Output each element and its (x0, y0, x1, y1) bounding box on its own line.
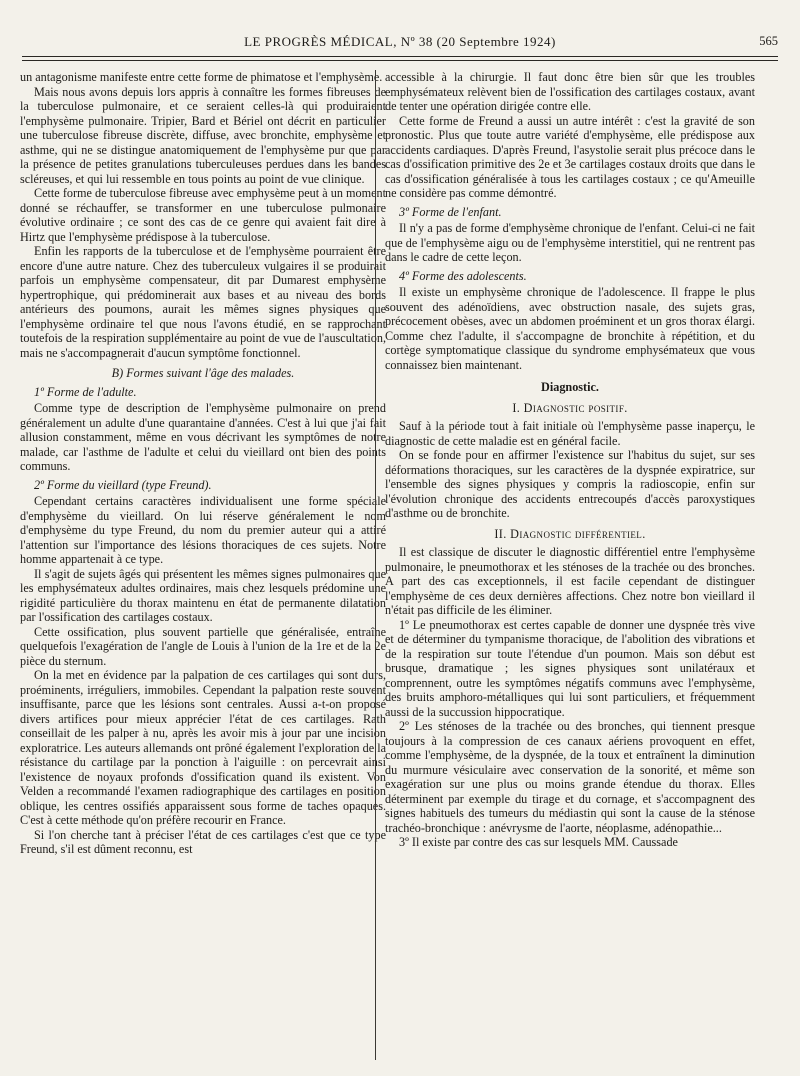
paragraph: 3º Il existe par contre des cas sur lesquels MM. Caussade (399, 835, 678, 849)
paragraph: 1º Le pneumothorax est certes capable de donner une dyspnée très vive et de déterminer du tympanisme thoracique, de l'abolition des vibrations et de la respiration sur toute l'étendue d'un poumon. Mais son début est brusque, dramatique ; les signes physiques sont unilatéraux et comprennent, outre les symptômes négatifs communs avec l'emphysème, des bruits amphoro-métalliques qui lui sont particuliers, et fréquemment aussi de la succussion hippocratique. (385, 617, 755, 719)
paragraph: Cependant certains caractères individualisent une forme spéciale d'emphysème du vieillard. On lui réserve généralement le nom d'emphysème du type Freund, du nom du premier auteur qui a attiré l'attention sur l'importance des lésions thoraciques de ces sujets. Notre homme appartenait à ce type. (20, 494, 386, 566)
paragraph: Il est classique de discuter le diagnostic différentiel entre l'emphysème pulmonaire, le pneumothorax et les sténoses de la trachée ou des bronches. A part des cas exceptionnels, il est facile cependant de distinguer l'emphysème de ces deux dernières affections. Chez notre bon vieillard il n'était pas difficile de les éliminer. (385, 545, 755, 617)
header-rule-bottom (22, 60, 778, 61)
subsection-heading: I. Diagnostic positif. (512, 400, 628, 415)
section-heading: Diagnostic. (541, 380, 599, 394)
subsection-heading: 2º Forme du vieillard (type Freund). (34, 477, 212, 492)
subsection-heading: 3º Forme de l'enfant. (399, 204, 502, 219)
subsection-heading: II. Diagnostic différentiel. (494, 526, 646, 541)
paragraph: Il existe un emphysème chronique de l'adolescence. Il frappe le plus souvent des adénoïdiens, avec obstruction nasale, des sujets gras, précocement obèses, avec un abdomen proéminent et un gros thorax élargi. Comme chez l'adulte, il s'accompagne de bronchite à répétition, et du cortège symptomatique classique du syndrome emphysémateux que vous connaissez bien maintenant. (385, 285, 755, 372)
paragraph: 2º Les sténoses de la trachée ou des bronches, qui tiennent presque toujours à la compression de ces canaux aériens provoquent en effet, comme l'emphysème, de la dyspnée, de la toux et entraînent la diminution du murmure vésiculaire avec conservation de la sonorité, et même son exagération sur une plus ou moins grande étendue du thorax. Elles déterminent par exemple du tirage et du cornage, et s'accompagnent des signes habituels des tumeurs du médiastin qui sont la cause de la sténose trachéo-bronchique : anévrysme de l'aorte, néoplasme, adénopathie... (385, 719, 755, 835)
left-column (20, 70, 386, 1060)
right-column (385, 70, 755, 1060)
paragraph: Sauf à la période tout à fait initiale où l'emphysème passe inaperçu, le diagnostic de cette maladie est en général facile. (385, 419, 755, 448)
section-heading: B) Formes suivant l'âge des malades. (111, 366, 295, 380)
page-number: 565 (759, 34, 778, 48)
paragraph: On la met en évidence par la palpation de ces cartilages qui sont durs, proéminents, irréguliers, immobiles. Cependant la palpation reste souvent insuffisante, parce que les lésions sont centrales. Aussi a-t-on proposé divers artifices pour mieux apprécier l'état de ces cartilages. Rath conseillait de les palper à nu, après les avoir mis à jour par une incision exploratrice. Les auteurs allemands ont prôné également l'exploration de la résistance du cartilage par la ponction à l'aiguille : on percevrait ainsi l'existence de noyaux profonds d'ossification quand ils existent. Von Velden a recommandé l'examen radiographique des cartilages en position oblique, les centres ossifiés apparaissent sous forme de taches opaques. C'est à cette méthode qu'on préfère recourir en France. (20, 668, 386, 827)
paragraph: Cette ossification, plus souvent partielle que généralisée, entraîne quelquefois l'exagération de l'angle de Louis à l'union de la 1re et de la 2e pièce du sternum. (20, 624, 386, 668)
paragraph: Comme type de description de l'emphysème pulmonaire on prend généralement un adulte d'une quarantaine d'années. C'est à lui que j'ai fait allusion constamment, même en vous décrivant les symptômes de notre malade, car l'asthme de l'adulte et celui du vieillard ont bien des points communs. (20, 401, 386, 473)
paragraph: un antagonisme manifeste entre cette forme de phimatose et l'emphysème. (20, 70, 383, 84)
paragraph: Cette forme de tuberculose fibreuse avec emphysème peut à un moment donné se réchauffer, se transformer en une tuberculose pulmonaire évolutive ordinaire ; ce sont des cas de ce genre qui avaient fait dire à Hirtz que l'emphysème prédispose à la tuberculose. (20, 186, 386, 244)
paragraph: Enfin les rapports de la tuberculose et de l'emphysème pourraient être encore d'une autre nature. Chez des tuberculeux vulgaires il se produirait parfois un emphysème compensateur, dit par Dumarest emphysème hypertrophique, qui prédominerait aux bases et au niveau des bords antérieurs des poumons, aurait les mêmes signes physiques que l'emphysème ordinaire tel que nous l'avons étudié, en se rapprochant toutefois de la respiration supplémentaire au point de vue de l'auscultation, mais ne s'accompagnerait d'aucun symptôme fonctionnel. (20, 244, 386, 360)
paragraph: Mais nous avons depuis lors appris à connaître les formes fibreuses de la tuberculose pulmonaire, et ce seraient celles-là qui produiraient l'emphysème pulmonaire. Tripier, Bard et Bériel ont décrit en particulier une tuberculose fibreuse discrète, diffuse, avec bronchite, emphysème et asthme, qui ne se distingue anatomiquement de l'emphysème pur que par la présence de petites granulations tuberculeuses perdues dans les bandes scléreuses, et qui lui ressemble en tous points au point de vue clinique. (20, 84, 386, 186)
paragraph: Il s'agit de sujets âgés qui présentent les mêmes signes pulmonaires que les emphysémateux adultes ordinaires, mais chez lesquels prédomine une rigidité particulière du thorax maintenu en état de permanente dilatation par l'ossification des cartilages costaux. (20, 566, 386, 624)
header-rule-top (22, 56, 778, 57)
page-header (22, 34, 778, 54)
column-divider (375, 70, 376, 1060)
subsection-heading: 4º Forme des adolescents. (399, 268, 527, 283)
paragraph: On se fonde pour en affirmer l'existence sur l'habitus du sujet, sur ses déformations thoraciques, sur les caractères de la dyspnée expiratrice, sur l'ensemble des signes physiques y compris la radioscopie, enfin sur l'évolution chronique des accidents entrecoupés d'accès paroxystiques d'asthme ou de bronchite. (385, 448, 755, 520)
running-title: LE PROGRÈS MÉDICAL, Nº 38 (20 Septembre 1924) (244, 34, 556, 49)
paragraph: Si l'on cherche tant à préciser l'état de ces cartilages c'est que ce type Freund, s'il est dûment reconnu, est (20, 827, 386, 856)
paragraph: Cette forme de Freund a aussi un autre intérêt : c'est la gravité de son pronostic. Plus que toute autre variété d'emphysème, elle prédispose aux accidents cardiaques. D'après Freund, l'asystolie serait plus précoce dans le cas d'ossification primitive des 2e et 3e cartilages costaux droits que dans le cas d'ossification généralisée à tous les cartilages costaux ; ce qu'Ameuille ne considère pas comme démontré. (385, 113, 755, 200)
paragraph: Il n'y a pas de forme d'emphysème chronique de l'enfant. Celui-ci ne fait que de l'emphysème aigu ou de l'emphysème interstitiel, qui ne rentrent pas dans le cadre de cette leçon. (385, 221, 755, 264)
subsection-heading: 1º Forme de l'adulte. (34, 384, 137, 399)
paragraph: accessible à la chirurgie. Il faut donc être bien sûr que les troubles emphysémateux relèvent bien de l'ossification des cartilages costaux, avant de tenter une opération dirigée contre elle. (385, 70, 755, 113)
